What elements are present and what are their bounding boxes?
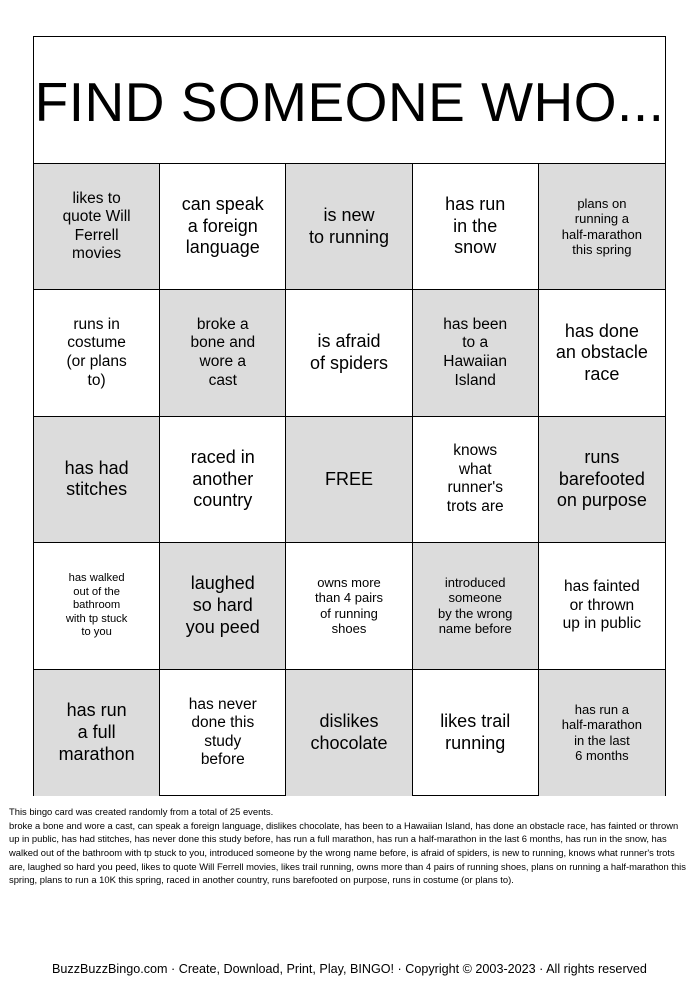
bingo-cell: likes to quote Will Ferrell movies [34, 164, 160, 290]
bingo-cell: has never done this study before [160, 670, 286, 796]
page-footer: BuzzBuzzBingo.com · Create, Download, Print, Play, BINGO! · Copyright © 2003-2023 · All rights reserved [52, 962, 647, 976]
bingo-cell: has been to a Hawaiian Island [413, 290, 539, 416]
bingo-cell: has had stitches [34, 417, 160, 543]
bingo-cell: introduced someone by the wrong name before [413, 543, 539, 669]
card-title: FIND SOMEONE WHO... [34, 37, 665, 164]
bingo-cell: laughed so hard you peed [160, 543, 286, 669]
bingo-cell: has run a half-marathon in the last 6 months [539, 670, 665, 796]
bingo-cell: has walked out of the bathroom with tp stuck to you [34, 543, 160, 669]
bingo-cell: is afraid of spiders [286, 290, 412, 416]
bingo-cell: has done an obstacle race [539, 290, 665, 416]
bingo-cell: likes trail running [413, 670, 539, 796]
bingo-cell: runs in costume (or plans to) [34, 290, 160, 416]
free-space-cell: FREE [286, 417, 412, 543]
footnote-events: broke a bone and wore a cast, can speak a foreign language, dislikes chocolate, has been to a Hawaiian Island, has done an obstacle race, has fainted or thrown up in public, has had stitches, has never done this study before, has run a full marathon, has run a half-marathon in the last 6 months, has run in the snow, has walked out of the bathroom with tp stuck to you, introduced someone by the wrong name before, is afraid of spiders, is new to running, knows what runner's trots are, laughed so hard you peed, likes to quote Will Ferrell movies, likes trail running, owns more than 4 pairs of running shoes, plans on running a half-marathon this spring, plans to run a 10K this spring, raced in another country, runs barefooted on purpose, runs in costume (or plans to). [9, 819, 686, 886]
bingo-cell: owns more than 4 pairs of running shoes [286, 543, 412, 669]
bingo-cell: is new to running [286, 164, 412, 290]
bingo-cell: has run in the snow [413, 164, 539, 290]
footnote [9, 805, 691, 887]
bingo-cell: dislikes chocolate [286, 670, 412, 796]
bingo-cell: has run a full marathon [34, 670, 160, 796]
bingo-grid [34, 164, 665, 796]
bingo-cell: raced in another country [160, 417, 286, 543]
footnote-intro: This bingo card was created randomly from a total of 25 events. [9, 806, 274, 817]
bingo-cell: knows what runner's trots are [413, 417, 539, 543]
bingo-cell: can speak a foreign language [160, 164, 286, 290]
bingo-cell: has fainted or thrown up in public [539, 543, 665, 669]
bingo-cell: broke a bone and wore a cast [160, 290, 286, 416]
bingo-card [33, 36, 666, 796]
bingo-cell: plans on running a half-marathon this spring [539, 164, 665, 290]
bingo-cell: runs barefooted on purpose [539, 417, 665, 543]
